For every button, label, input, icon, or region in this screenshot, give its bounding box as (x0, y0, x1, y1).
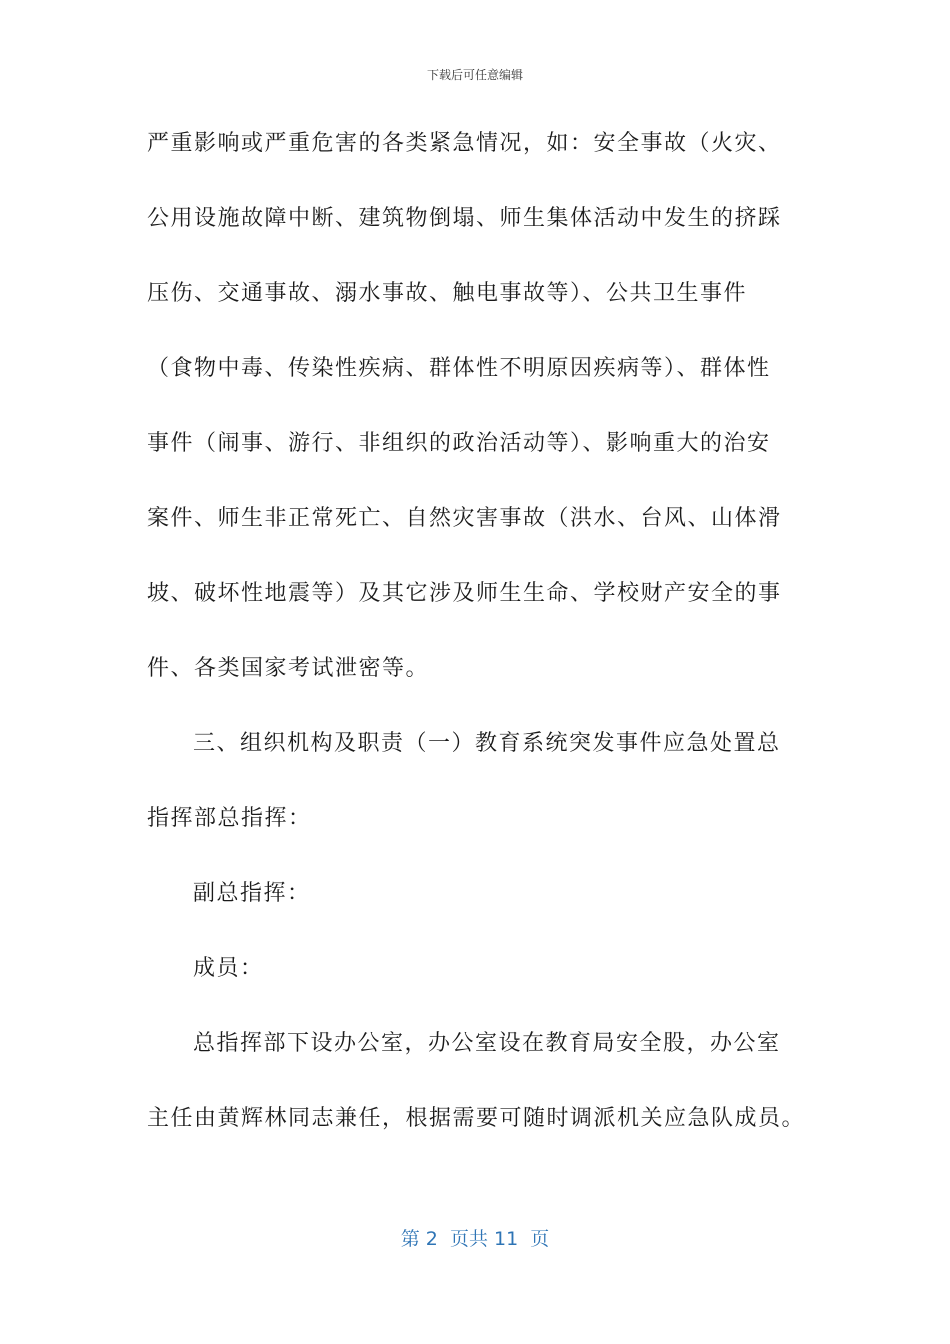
document-body (147, 120, 807, 1170)
paragraph-line: 成员： (193, 956, 264, 981)
paragraph-line: 副总指挥： (193, 881, 311, 906)
section-heading-line: 三、组织机构及职责（一）教育系统突发事件应急处置总 (193, 731, 781, 756)
paragraph-line: 主任由黄辉林同志兼任，根据需要可随时调派机关应急队成员。 (147, 1106, 806, 1131)
paragraph-line: 严重影响或严重危害的各类紧急情况，如：安全事故（火灾、 (147, 131, 782, 156)
paragraph-line: 公用设施故障中断、建筑物倒塌、师生集体活动中发生的挤踩 (147, 206, 782, 231)
paragraph-line: 事件（闹事、游行、非组织的政治活动等）、影响重大的治安 (147, 431, 771, 456)
paragraph-line: 坡、破坏性地震等）及其它涉及师生生命、学校财产安全的事 (147, 581, 782, 606)
paragraph-line: 总指挥部下设办公室，办公室设在教育局安全股，办公室 (193, 1031, 781, 1056)
paragraph-line: 指挥部总指挥： (147, 806, 312, 831)
paragraph-line: 案件、师生非正常死亡、自然灾害事故（洪水、台风、山体滑 (147, 506, 782, 531)
page-footer: 第 2 页共 11 页 (400, 1228, 550, 1250)
paragraph-line: （食物中毒、传染性疾病、群体性不明原因疾病等）、群体性 (147, 356, 771, 381)
paragraph-line: 压伤、交通事故、溺水事故、触电事故等）、公共卫生事件 (147, 281, 748, 306)
paragraph-line: 件、各类国家考试泄密等。 (147, 656, 430, 681)
page-header: 下载后可任意编辑 (426, 68, 523, 82)
